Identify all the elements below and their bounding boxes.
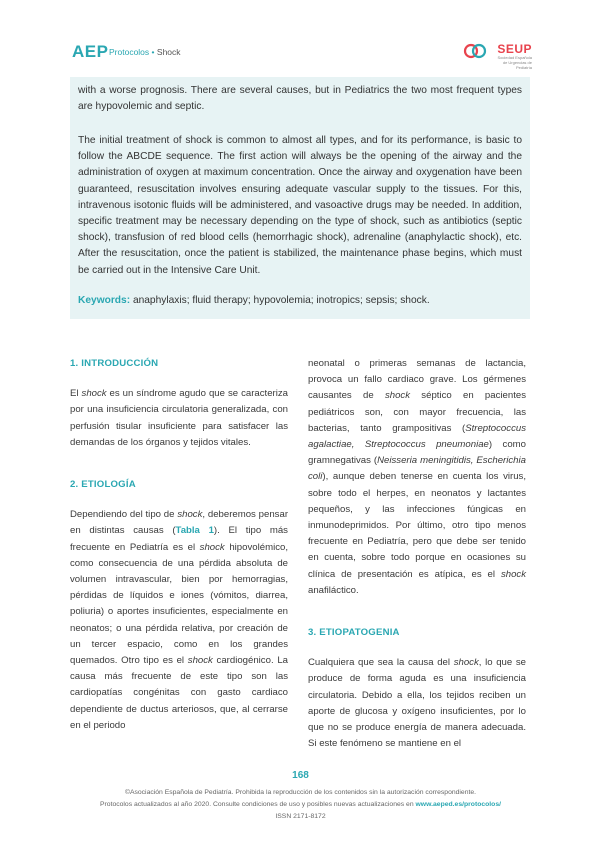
cont-em-2: Streptococcus agalactiae, Streptococcus pneumoniae — [308, 422, 526, 451]
etio-em-3: shock — [187, 655, 213, 667]
aep-logo: AEP — [72, 42, 109, 61]
etio-text-b: , deberemos pensar en distintas causas ( — [70, 509, 289, 537]
intro-text: El — [70, 388, 82, 400]
footer-updates-text: Protocolos actualizados al año 2020. Consulte condiciones de uso y posibles nuevas actualizaciones en — [100, 801, 416, 808]
cont-em-1: shock — [384, 390, 411, 402]
footer-copyright: ©Asociación Española de Pediatría. Prohibida la reproducción de los contenidos sin la autorización correspondiente. — [124, 789, 477, 796]
pato-em: shock — [453, 657, 479, 669]
etio-text-a: Dependiendo del tipo de — [70, 509, 178, 521]
pato-text-b: , lo que se produce de forma aguda es una insuficiencia circulatoria. Debido a ella, los tejidos reciben un aporte de glucosa y oxígeno insuficientes, por lo que no se produce energía de manera adecuada. Si este fenómeno se mantiene en el — [308, 657, 526, 750]
intro-text-2: es un síndrome agudo que se caracteriza por una insuficiencia circulatoria generalizada, con perfusión tisular insuficiente para satisfacer las demandas de los órganos y tejidos vitales. — [70, 388, 288, 448]
etio-text-d: hipovolémico, como consecuencia de una pérdida absoluta de volumen intravascular, bien por hemorragias, pérdidas de líquidos e iones (vómitos, diarrea, poliuria) o aportes insuficientes, especialmente en neonatos; o una pérdida relativa, por creación de un tercer espacio, como en los grandes quemados. Otro tipo es el — [70, 541, 288, 667]
heading-etiopatogenia: 3. ETIOPATOGENIA — [308, 627, 400, 639]
seup-logo-text: SEUP — [497, 42, 532, 56]
etio-text-c: ). El tipo más frecuente en Pediatría es el — [70, 525, 288, 553]
tabla-1-link[interactable]: Tabla 1 — [175, 525, 214, 537]
abstract-keywords — [78, 293, 522, 309]
header-section: Protocolos — [109, 47, 150, 57]
cont-text-e: anafiláctico. — [308, 584, 359, 596]
etio-em-1: shock — [177, 509, 203, 521]
seup-logo — [462, 40, 532, 70]
intro-paragraph — [70, 386, 288, 451]
cont-text-d: ), aunque deben tenerse en cuenta los virus, sobre todo el herpes, en neonatos y lactantes pequeños, y las infecciones fúngicas en inmunodeprimidos. Por último, otro tipo menos frecuente en Pediatría, pero que debe ser tenido en cuenta, sobre todo porque en ocasiones su clínica de presentación es atípica, es el — [308, 471, 526, 580]
protocolos-link[interactable]: www.aeped.es/protocolos/ — [415, 801, 501, 808]
cont-em-3: Neisseria meningitidis, Escherichia coli — [308, 455, 526, 483]
etio-text-e: cardiogénico. La causa más frecuente de este tipo son las cardiopatías congénitas con gasto cardiaco dependiente de ductus arteriosos, que, al cerrarse en el periodo — [70, 655, 288, 731]
etiopatogenia-paragraph — [308, 655, 526, 752]
seup-emblem-icon — [462, 41, 492, 61]
header-separator: • — [151, 47, 155, 57]
page-number: 168 — [292, 770, 309, 781]
seup-caption: Sociedad Española de Urgencias de Pediatría — [497, 55, 532, 70]
cont-em-4: shock — [500, 568, 526, 580]
header-breadcrumb — [109, 47, 181, 57]
pato-text-a: Cualquiera que sea la causa del — [308, 657, 454, 669]
etiologia-continuation — [308, 356, 526, 599]
heading-introduccion: 1. INTRODUCCIÓN — [70, 358, 159, 369]
cont-text-c: ) como gramnegativas ( — [308, 439, 526, 467]
keywords-list: anaphylaxis; fluid therapy; hypovolemia; inotropics; sepsis; shock. — [132, 295, 430, 306]
intro-em: shock — [81, 388, 107, 400]
cont-text-b: séptico en pacientes pediátricos son, con mayor frecuencia, las bacterias, tanto grampositivas ( — [308, 390, 526, 434]
page-header — [72, 40, 532, 70]
heading-etiologia: 2. ETIOLOGÍA — [70, 479, 136, 491]
left-column — [70, 356, 288, 734]
abstract-box — [70, 77, 530, 319]
etio-em-2: shock — [199, 541, 225, 553]
cont-text-a: neonatal o primeras semanas de lactancia, provoca un fallo cardiaco grave. Los gérmenes causantes de — [308, 358, 526, 402]
footer-issn: ISSN 2171-8172 — [275, 813, 326, 820]
footer-updates — [0, 801, 601, 808]
right-column — [308, 356, 526, 752]
header-topic: Shock — [156, 47, 181, 57]
abstract-paragraph-2: The initial treatment of shock is common to almost all types, and for its performance, is basic to follow the ABCDE sequence. The first action will always be the opening of the airway and the administration of oxygen at maximum concentration. Once the airway and oxygenation have been guaranteed, resuscitation involves ensuring adequate vascular supply to the tissues. For this, intravenous isotonic fluids will be administered, and vasoactive drugs may be needed. In addition, specific treatment may be necessary depending on the type of shock, such as antibiotics (septic shock), transfusion of red blood cells (hemorrhagic shock), adrenaline (anaphylactic shock), etc. After the resuscitation, once the patient is stabilized, the maintenance phase begins, which must be carried out in the Intensive Care Unit. — [78, 135, 522, 276]
keywords-label: Keywords: — [78, 295, 131, 306]
etiologia-paragraph — [70, 507, 288, 734]
abstract-paragraph-1: with a worse prognosis. There are several causes, but in Pediatrics the two most frequent types are hypovolemic and septic. — [78, 85, 522, 113]
